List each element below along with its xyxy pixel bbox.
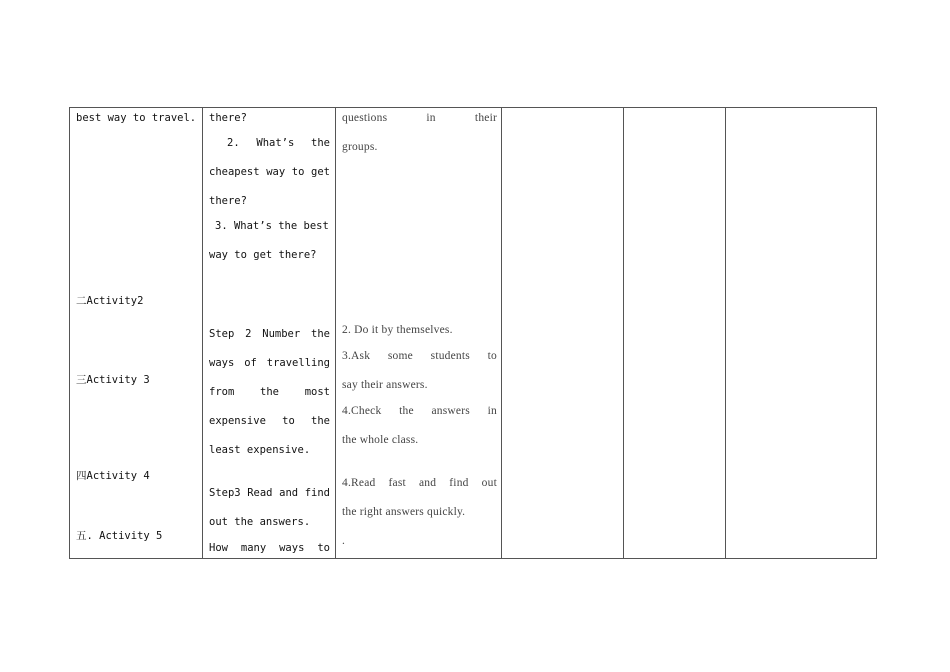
empty-cell bbox=[624, 108, 726, 559]
teacher-activity-word: to bbox=[291, 166, 305, 178]
student-activity-word: 4.Check bbox=[342, 405, 382, 417]
student-activity-line bbox=[342, 534, 497, 548]
student-activity-word: in bbox=[487, 405, 497, 417]
student-activity-line bbox=[342, 505, 497, 519]
teacher-activity-cell bbox=[203, 108, 336, 559]
teacher-activity-word: least expensive. bbox=[209, 444, 311, 456]
teacher-activity-word: 2 bbox=[245, 328, 252, 340]
student-activity-line bbox=[342, 140, 497, 154]
student-activity-line bbox=[342, 378, 497, 392]
teacher-activity-line bbox=[209, 414, 330, 428]
teacher-activity-line bbox=[227, 136, 330, 150]
student-activity-word: 3.Ask bbox=[342, 350, 371, 362]
teacher-activity-word: find bbox=[304, 487, 330, 499]
teacher-activity-word: cheapest bbox=[209, 166, 260, 178]
teacher-activity-word: to bbox=[282, 415, 295, 427]
teacher-activity-line bbox=[209, 194, 330, 208]
student-activity-word: the bbox=[399, 405, 414, 417]
teacher-activity-word: 2. bbox=[227, 137, 240, 149]
student-activity-word: 4.Read bbox=[342, 477, 376, 489]
empty-cell bbox=[726, 108, 877, 559]
student-activity-line bbox=[342, 404, 497, 418]
lesson-plan-table bbox=[69, 107, 877, 559]
empty-cell bbox=[502, 108, 624, 559]
teacher-activity-line bbox=[209, 515, 330, 529]
teacher-activity-line bbox=[209, 165, 330, 179]
student-activity-word: 2. Do it by themselves. bbox=[342, 324, 453, 336]
teacher-activity-word: expensive bbox=[209, 415, 266, 427]
teacher-activity-line bbox=[209, 327, 330, 341]
student-activity-word: some bbox=[387, 350, 413, 362]
table-row bbox=[70, 108, 877, 559]
activity3-heading: 三Activity 3 bbox=[76, 374, 150, 386]
teacher-activity-line bbox=[209, 356, 330, 370]
teacher-activity-word: the bbox=[311, 137, 330, 149]
student-activity-word: to bbox=[487, 350, 497, 362]
student-activity-word: the right answers quickly. bbox=[342, 506, 466, 518]
teacher-activity-word: from bbox=[209, 386, 235, 398]
teacher-activity-word: Step3 bbox=[209, 487, 241, 499]
teacher-activity-line bbox=[209, 541, 330, 555]
student-activity-line bbox=[342, 111, 497, 125]
teacher-activity-line bbox=[209, 385, 330, 399]
activity5-heading: 五. Activity 5 bbox=[76, 530, 163, 542]
teacher-activity-word: many bbox=[240, 542, 267, 554]
student-activity-word: groups. bbox=[342, 141, 378, 153]
student-activity-word: in bbox=[426, 112, 436, 124]
teacher-activity-word: and bbox=[279, 487, 299, 499]
teacher-activity-word: there? bbox=[209, 195, 247, 207]
teacher-activity-word: What’s bbox=[256, 137, 295, 149]
teacher-activity-word: of bbox=[244, 357, 257, 369]
student-activity-line bbox=[342, 349, 497, 363]
activity-column-cell bbox=[70, 108, 203, 559]
student-activity-word: fast bbox=[388, 477, 406, 489]
teacher-activity-word: there? bbox=[209, 112, 247, 124]
teacher-activity-word: Step bbox=[209, 328, 235, 340]
teacher-activity-word: Read bbox=[247, 487, 273, 499]
teacher-activity-text bbox=[203, 108, 335, 558]
student-activity-word: their bbox=[474, 112, 497, 124]
student-activity-word: find bbox=[449, 477, 469, 489]
teacher-activity-word: How bbox=[209, 542, 228, 554]
teacher-activity-word: ways bbox=[209, 357, 235, 369]
best-way-text: best way to travel. bbox=[76, 112, 197, 124]
teacher-activity-word: most bbox=[304, 386, 330, 398]
teacher-activity-line bbox=[209, 486, 330, 500]
student-activity-word: answers bbox=[431, 405, 470, 417]
teacher-activity-word: get bbox=[311, 166, 330, 178]
teacher-activity-word: 3. What’s the best bbox=[215, 220, 329, 232]
student-activity-word: and bbox=[419, 477, 437, 489]
teacher-activity-line bbox=[209, 111, 330, 125]
teacher-activity-word: to bbox=[317, 542, 330, 554]
student-activity-line bbox=[342, 476, 497, 490]
teacher-activity-word: out the answers. bbox=[209, 516, 311, 528]
student-activity-word: the whole class. bbox=[342, 434, 419, 446]
activity2-heading: 二Activity2 bbox=[76, 295, 144, 307]
activity4-heading: 四Activity 4 bbox=[76, 470, 150, 482]
teacher-activity-line bbox=[209, 248, 330, 262]
student-activity-word: questions bbox=[342, 112, 388, 124]
teacher-activity-line bbox=[215, 219, 330, 233]
teacher-activity-word: the bbox=[260, 386, 279, 398]
student-activity-word: . bbox=[342, 535, 346, 547]
teacher-activity-word: Number bbox=[262, 328, 301, 340]
student-activity-word: say their answers. bbox=[342, 379, 428, 391]
teacher-activity-line bbox=[209, 443, 330, 457]
student-activity-text bbox=[336, 108, 501, 558]
teacher-activity-word: way to get there? bbox=[209, 249, 317, 261]
teacher-activity-word: travelling bbox=[266, 357, 330, 369]
teacher-activity-word: the bbox=[311, 415, 330, 427]
teacher-activity-word: ways bbox=[279, 542, 305, 554]
teacher-activity-word: way bbox=[266, 166, 286, 178]
student-activity-cell bbox=[336, 108, 502, 559]
student-activity-line bbox=[342, 323, 497, 337]
student-activity-word: students bbox=[430, 350, 470, 362]
student-activity-line bbox=[342, 433, 497, 447]
student-activity-word: out bbox=[481, 477, 497, 489]
teacher-activity-word: the bbox=[311, 328, 330, 340]
